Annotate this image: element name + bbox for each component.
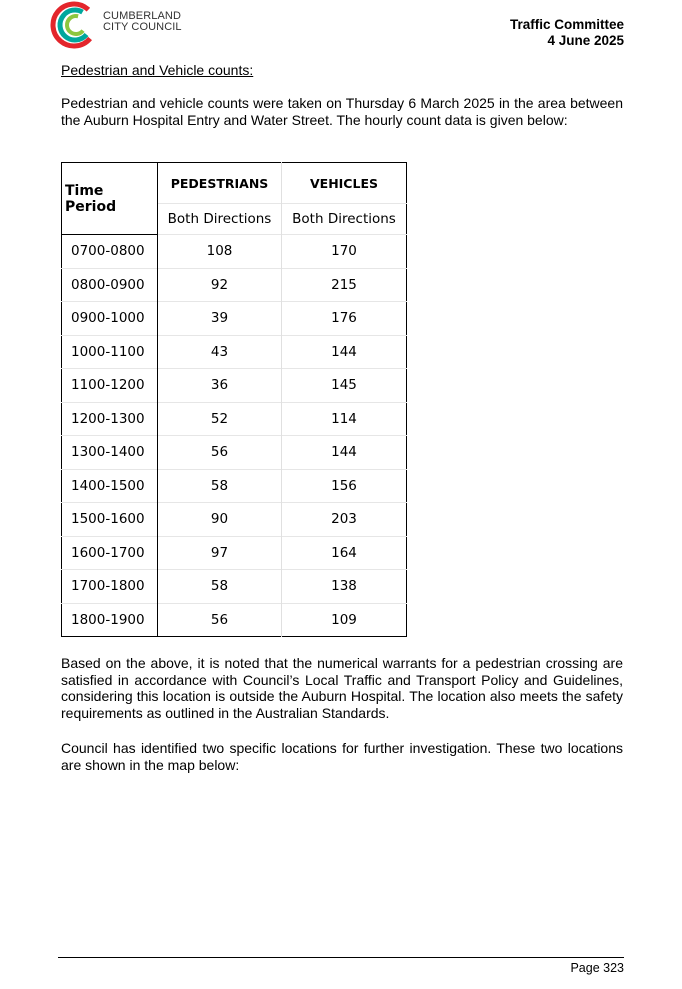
vehicles-cell: 203	[282, 503, 407, 537]
table-row	[62, 235, 407, 269]
header-pedestrians: PEDESTRIANS	[158, 163, 282, 204]
council-name-line2: CITY COUNCIL	[103, 21, 182, 33]
header-vehicles: VEHICLES	[309, 175, 378, 191]
vehicles-cell: 138	[282, 570, 407, 604]
pedestrians-cell: 56	[158, 603, 282, 637]
vehicles-cell: 114	[282, 402, 407, 436]
council-logo-icon	[50, 0, 102, 52]
vehicles-cell: 145	[282, 369, 407, 403]
council-name	[103, 11, 182, 33]
vehicles-cell: 215	[282, 268, 407, 302]
committee-name: Traffic Committee	[509, 17, 624, 32]
time-period-cell: 1400-1500	[62, 469, 158, 503]
table-row	[62, 469, 407, 503]
meeting-date: 4 June 2025	[547, 33, 624, 48]
locations-paragraph: Council has identified two specific locations for further investigation. These two locations are shown in the map below:	[61, 740, 623, 773]
table-row	[62, 369, 407, 403]
time-period-cell: 1100-1200	[62, 369, 158, 403]
pedestrians-cell: 58	[158, 570, 282, 604]
time-period-cell: 1700-1800	[62, 570, 158, 604]
table-row	[62, 536, 407, 570]
intro-paragraph: Pedestrian and vehicle counts were taken on Thursday 6 March 2025 in the area between the Auburn Hospital Entry and Water Street. The hourly count data is given below:	[61, 95, 623, 128]
time-period-cell: 1800-1900	[62, 603, 158, 637]
vehicles-cell: 176	[282, 302, 407, 336]
table-row	[62, 268, 407, 302]
council-name-line1: CUMBERLAND	[103, 10, 182, 22]
section-title: Pedestrian and Vehicle counts:	[61, 62, 254, 78]
vehicles-cell: 164	[282, 536, 407, 570]
pedestrians-cell: 56	[158, 436, 282, 470]
time-period-cell: 1500-1600	[62, 503, 158, 537]
counts-table-body	[62, 235, 407, 637]
vehicles-cell: 156	[282, 469, 407, 503]
subheader-vehicles: Both Directions	[282, 204, 407, 235]
time-period-cell: 0800-0900	[62, 268, 158, 302]
pedestrians-cell: 36	[158, 369, 282, 403]
table-row	[62, 603, 407, 637]
vehicles-cell: 144	[282, 335, 407, 369]
table-row	[62, 436, 407, 470]
time-period-cell: 1200-1300	[62, 402, 158, 436]
pedestrians-cell: 43	[158, 335, 282, 369]
pedestrians-cell: 108	[158, 235, 282, 269]
table-row	[62, 503, 407, 537]
vehicles-cell: 109	[282, 603, 407, 637]
table-row	[62, 402, 407, 436]
vehicles-cell: 144	[282, 436, 407, 470]
pedestrians-cell: 90	[158, 503, 282, 537]
page-number: Page 323	[570, 961, 624, 975]
vehicles-cell: 170	[282, 235, 407, 269]
warrant-paragraph: Based on the above, it is noted that the numerical warrants for a pedestrian crossing are satisfied in accordance with Council’s Local Traffic and Transport Policy and Guidelines, considering this location is outside the Auburn Hospital. The location also meets the safety requirements as outlined in the Australian Standards.	[61, 655, 623, 721]
pedestrians-cell: 58	[158, 469, 282, 503]
footer-divider	[58, 957, 624, 958]
table-row	[62, 570, 407, 604]
time-period-cell: 0900-1000	[62, 302, 158, 336]
time-period-cell: 1300-1400	[62, 436, 158, 470]
counts-table	[61, 162, 407, 637]
subheader-pedestrians: Both Directions	[158, 204, 282, 235]
time-period-cell: 1000-1100	[62, 335, 158, 369]
document-header	[510, 17, 624, 49]
time-period-cell: 0700-0800	[62, 235, 158, 269]
pedestrians-cell: 97	[158, 536, 282, 570]
table-row	[62, 335, 407, 369]
time-period-cell: 1600-1700	[62, 536, 158, 570]
pedestrians-cell: 52	[158, 402, 282, 436]
table-row	[62, 302, 407, 336]
pedestrians-cell: 92	[158, 268, 282, 302]
header-time-period: Time Period	[62, 163, 158, 235]
pedestrians-cell: 39	[158, 302, 282, 336]
